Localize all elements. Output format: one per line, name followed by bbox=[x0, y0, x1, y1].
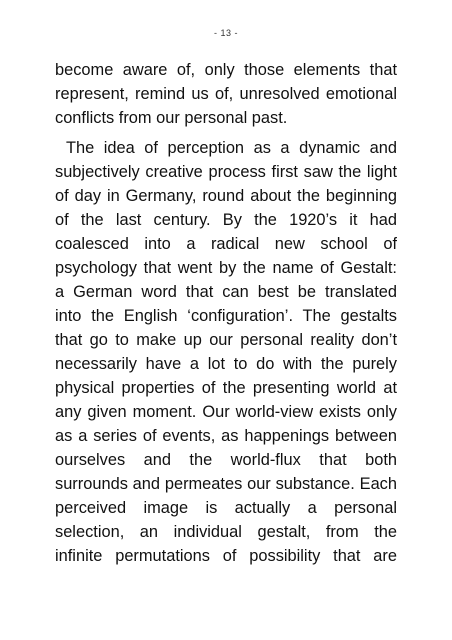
paragraph-2 bbox=[55, 136, 397, 568]
text-line: infinite permutations of possibility that are bbox=[55, 547, 397, 565]
text-line: surrounds and permeates our substance. Each bbox=[55, 475, 397, 493]
text-line: a German word that can best be translated bbox=[55, 283, 397, 301]
text-line: of the last century. By the 1920’s it had bbox=[55, 211, 397, 229]
text-line: coalesced into a radical new school of bbox=[55, 235, 397, 253]
text-line: ourselves and the world-flux that both bbox=[55, 451, 397, 469]
text-line: necessarily have a lot to do with the purely bbox=[55, 355, 397, 373]
text-line: psychology that went by the name of Gestalt: bbox=[55, 259, 397, 277]
text-line: conflicts from our personal past. bbox=[55, 109, 288, 127]
text-line: into the English ‘configuration’. The gestalts bbox=[55, 307, 397, 325]
text-line: selection, an individual gestalt, from the bbox=[55, 523, 397, 541]
text-line: become aware of, only those elements that bbox=[55, 61, 397, 79]
text-line: any given moment. Our world-view exists only bbox=[55, 403, 397, 421]
text-line: perceived image is actually a personal bbox=[55, 499, 397, 517]
paragraph-1 bbox=[55, 58, 397, 130]
page-number: - 13 - bbox=[213, 28, 238, 38]
text-line: physical properties of the presenting world at bbox=[55, 379, 397, 397]
text-line: that go to make up our personal reality don’t bbox=[55, 331, 397, 349]
text-line: represent, remind us of, unresolved emotional bbox=[55, 85, 397, 103]
text-line: as a series of events, as happenings between bbox=[55, 427, 397, 445]
text-line: The idea of perception as a dynamic and bbox=[66, 139, 397, 157]
text-line: subjectively creative process first saw the light bbox=[55, 163, 397, 181]
text-line: of day in Germany, round about the beginning bbox=[55, 187, 397, 205]
